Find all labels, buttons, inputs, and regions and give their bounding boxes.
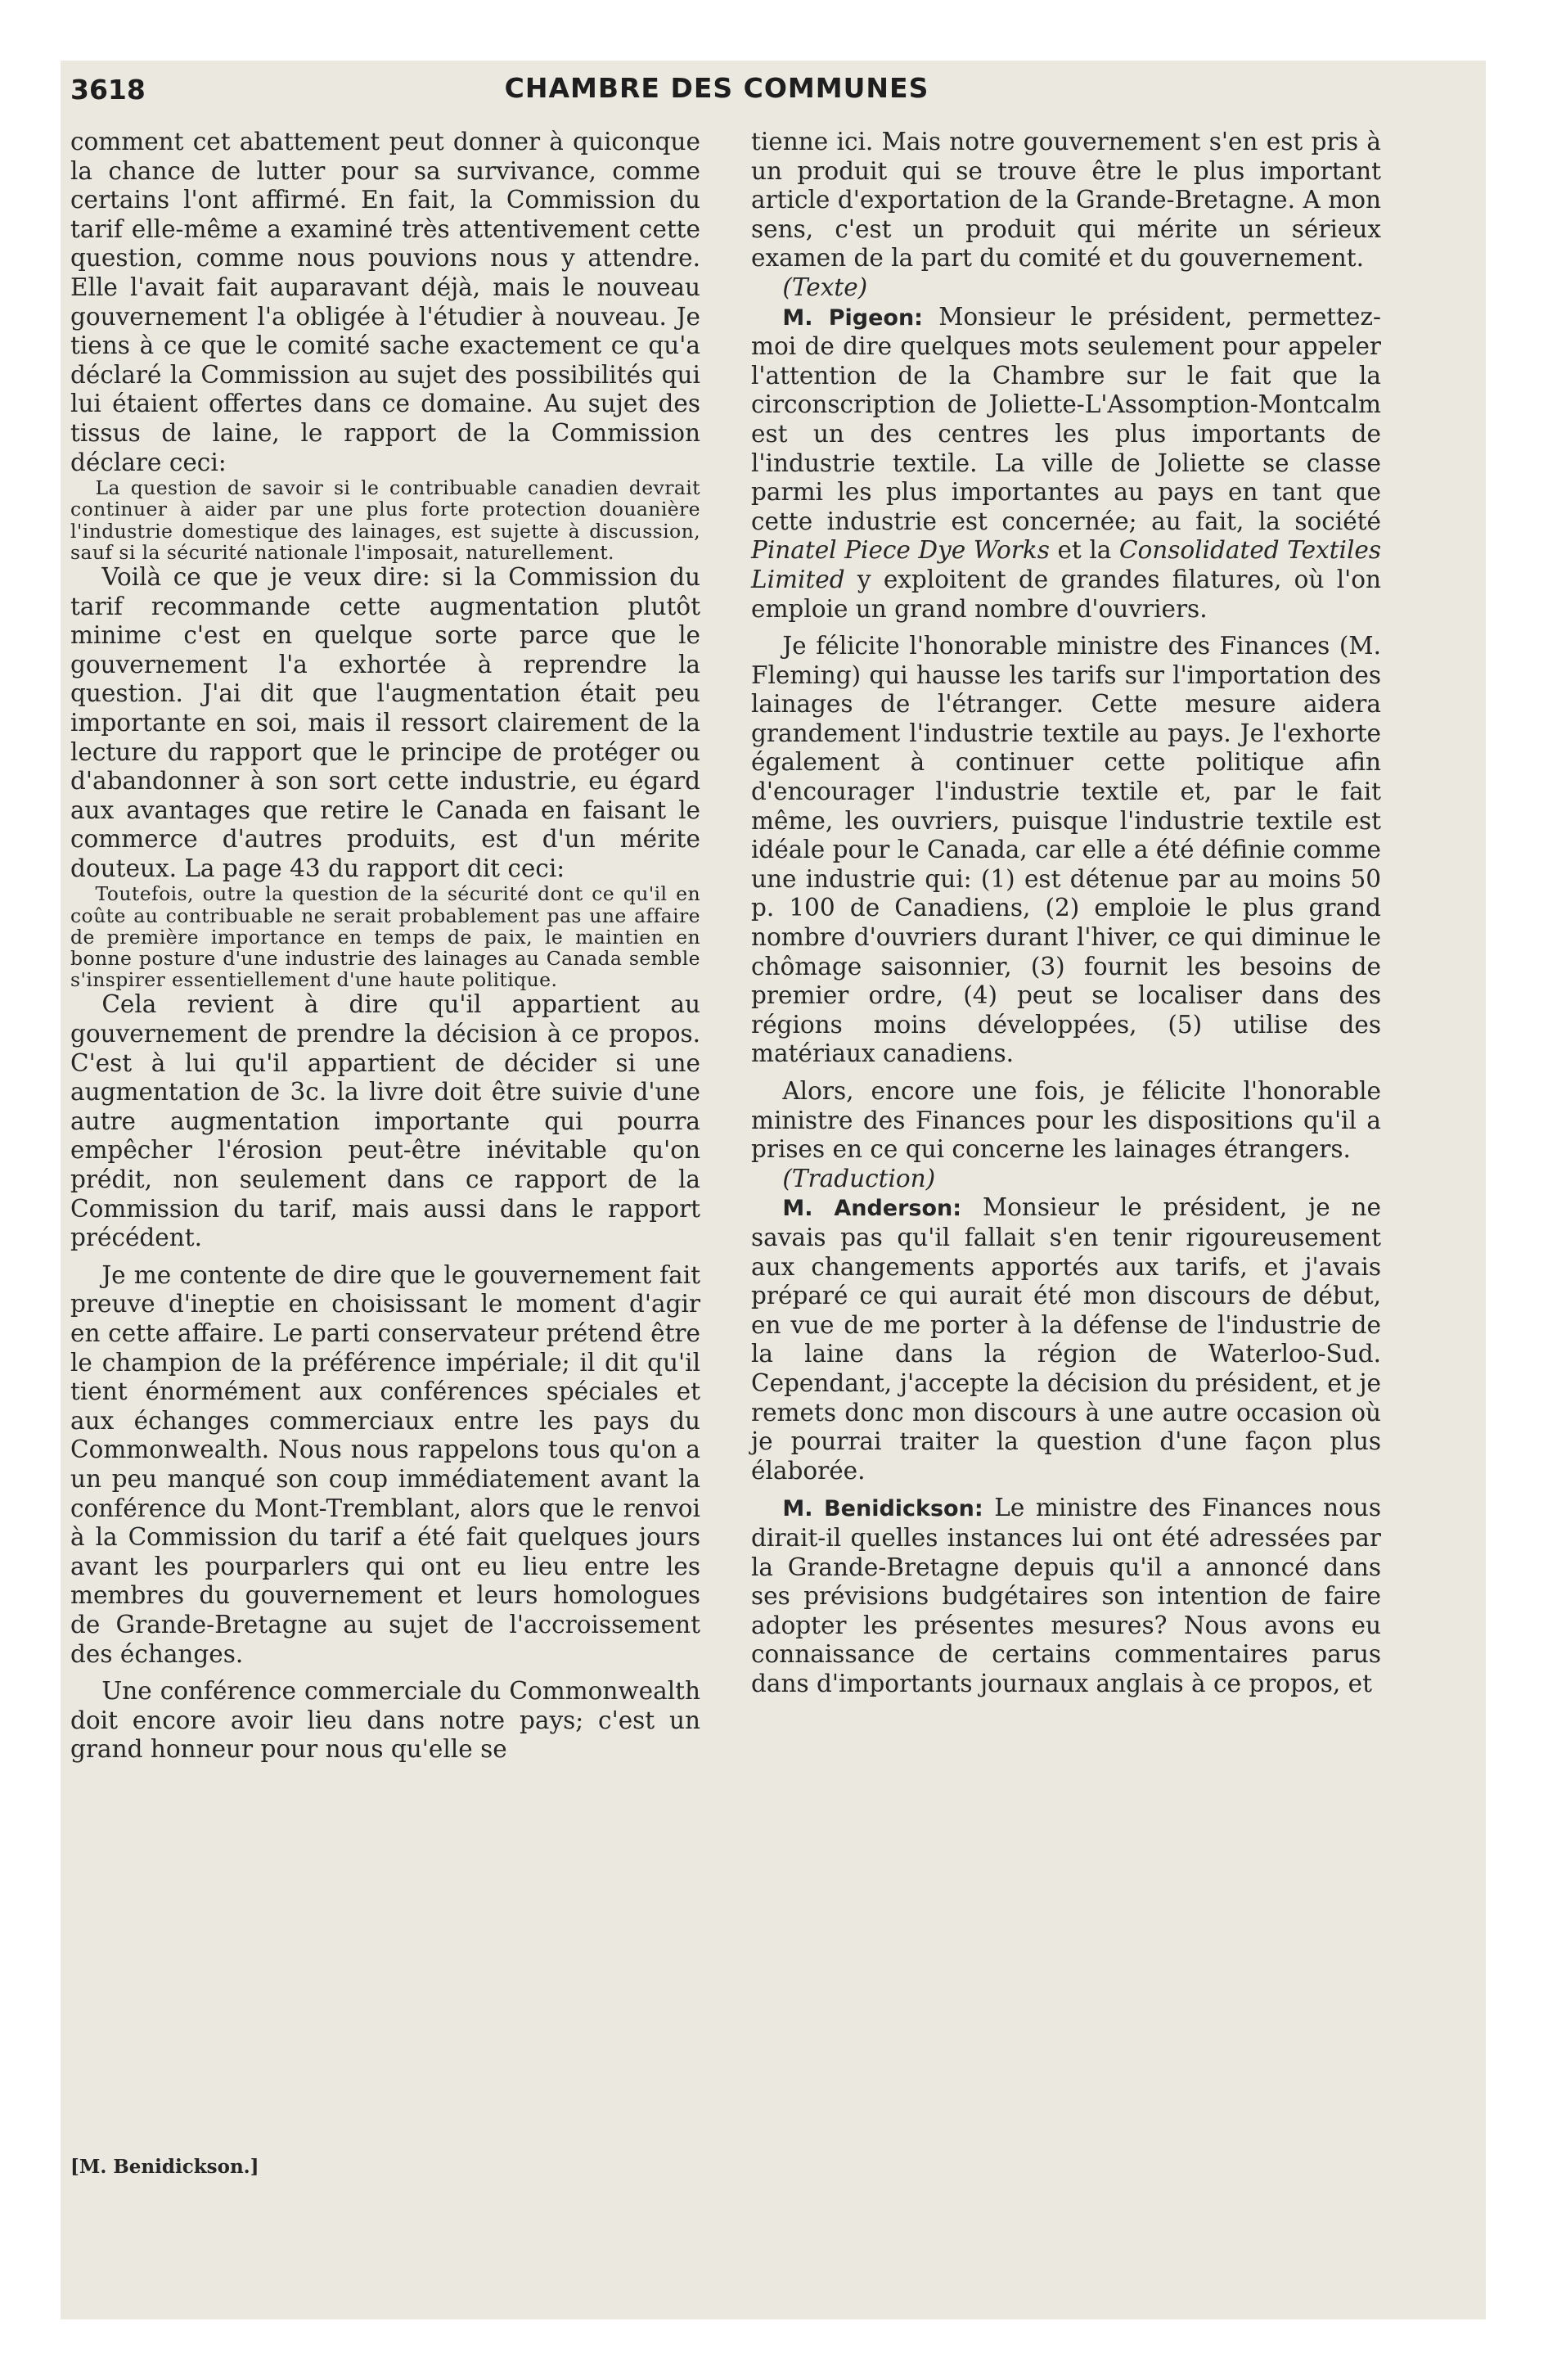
page-number: 3618 — [70, 74, 146, 106]
company-name: Consolidated Textiles Limited — [751, 536, 1381, 593]
paragraph: Je félicite l'honorable ministre des Finances (M. Fleming) qui hausse les tarifs sur l'importation des lainages de l'étranger. Cette mesure aidera grandement l'industrie textile au pays. Je l'exhorte également à continuer cette politique afin d'encourager l'industrie textile et, par le fait même, les ouvriers, puisque l'industrie textile est idéale pour le Canada, car elle a été définie comme une industrie qui: (1) est détenue par au moins 50 p. 100 de Canadiens, (2) emploie le plus grand nombre d'ouvriers durant l'hiver, ce qui diminue le chômage saisonnier, (3) fournit les besoins de premier ordre, (4) peut se localiser dans des régions moins développées, (5) utilise des matériaux canadiens. — [751, 632, 1381, 1068]
paragraph: Cela revient à dire qu'il appartient au gouvernement de prendre la décision à ce propos. C'est à lui qu'il appartient de décider si une augmentation de 3c. la livre doit être suivie d'une autre augmentation importante qui pourra empêcher l'érosion peut-être inévitable qu'on prédit, non seulement dans ce rapport de la Commission du tarif, mais aussi dans le rapport précédent. — [70, 990, 700, 1252]
quotation: La question de savoir si le contribuable canadien devrait continuer à aider par une plus forte protection douanière l'industrie domestique des lainages, est sujette à discussion, sauf si la sécurité nationale l'imposait, naturellement. — [70, 476, 700, 564]
speaker-name: M. Pigeon: — [782, 304, 923, 331]
paragraph: comment cet abattement peut donner à quiconque la chance de lutter pour sa survivance, comme certains l'ont affirmé. En fait, la Commission du tarif elle-même a examiné très attentivement cette question, comme nous pouvions nous y attendre. Elle l'avait fait auparavant déjà, mais le nouveau gouvernement l'a obligée à l'étudier à nouveau. Je tiens à ce que le comité sache exactement ce qu'a déclaré la Commission au sujet des possibilités qui lui étaient offertes dans ce domaine. Au sujet des tissus de laine, le rapport de la Commission déclare ceci: — [70, 128, 700, 476]
language-note: (Traduction) — [782, 1164, 936, 1192]
speaker-name: M. Benidickson: — [782, 1496, 983, 1522]
speech-benidickson — [751, 1494, 1381, 1698]
paragraph: Voilà ce que je veux dire: si la Commission du tarif recommande cette augmentation plutôt minime c'est en quelque sorte parce que le gouvernement l'a exhortée à reprendre la question. J'ai dit que l'augmentation était peu importante en soi, mais il ressort clairement de la lecture du rapport que le principe de protéger ou d'abandonner à son sort cette industrie, eu égard aux avantages que retire le Canada en faisant le commerce d'autres produits, est d'un mérite douteux. La page 43 du rapport dit ceci: — [70, 562, 700, 882]
speech-text: Monsieur le président, je ne savais pas qu'il fallait s'en tenir rigoureusement aux changements apportés aux tarifs, et j'avais préparé ce qui aurait été mon discours de début, en vue de me porter à la défense de l'industrie de la laine dans la région de Waterloo-Sud. Cependant, j'accepte la décision du président, et je remets donc mon discours à une autre occasion où je pourrai traiter la question d'une façon plus élaborée. — [751, 1193, 1381, 1485]
language-note: (Texte) — [782, 273, 868, 301]
left-column — [70, 128, 700, 1765]
page-header — [70, 65, 1363, 115]
paragraph: Une conférence commerciale du Commonwealth doit encore avoir lieu dans notre pays; c'est un grand honneur pour nous qu'elle se — [70, 1677, 700, 1764]
speaker-footer-tag: [M. Benidickson.] — [70, 2156, 259, 2178]
paragraph: Alors, encore une fois, je félicite l'honorable ministre des Finances pour les dispositions qu'il a prises en ce qui concerne les lainages étrangers. — [751, 1077, 1381, 1164]
speech-pigeon — [751, 303, 1381, 624]
paragraph: tienne ici. Mais notre gouvernement s'en est pris à un produit qui se trouve être le plus important article d'exportation de la Grande-Bretagne. A mon sens, c'est un produit qui mérite un sérieux examen de la part du comité et du gouvernement. — [751, 128, 1381, 273]
paragraph: Je me contente de dire que le gouvernement fait preuve d'ineptie en choisissant le moment d'agir en cette affaire. Le parti conservateur prétend être le champion de la préférence impériale; il dit qu'il tient énormément aux conférences spéciales et aux échanges commerciaux entre les pays du Commonwealth. Nous nous rappelons tous qu'on a un peu manqué son coup immédiatement avant la conférence du Mont-Tremblant, alors que le renvoi à la Commission du tarif a été fait quelques jours avant les pourparlers qui ont eu lieu entre les membres du gouvernement et leurs homologues de Grande-Bretagne au sujet de l'accroissement des échanges. — [70, 1260, 700, 1668]
quotation: Toutefois, outre la question de la sécurité dont ce qu'il en coûte au contribuable ne serait probablement pas une affaire de première importance en temps de paix, le maintien en bonne posture d'une industrie des lainages au Canada semble s'inspirer essentiellement d'une haute politique. — [70, 882, 700, 992]
speech-text: et la — [1049, 536, 1119, 565]
company-name: Pinatel Piece Dye Works — [751, 536, 1050, 565]
speech-anderson — [751, 1193, 1381, 1485]
speaker-name: M. Anderson: — [782, 1196, 962, 1222]
speech-text: y exploitent de grandes filatures, où l'on emploie un grand nombre d'ouvriers. — [751, 565, 1381, 623]
speech-text: Monsieur le président, permettez-moi de dire quelques mots seulement pour appeler l'attention de la Chambre sur le fait que la circonscription de Joliette-L'Assomption-Montcalm est un des centres les plus importants de l'industrie textile. La ville de Joliette se classe parmi les plus importantes au pays en tant que cette industrie est concernée; au fait, la société — [751, 302, 1381, 535]
speech-text: Le ministre des Finances nous dirait-il quelles instances lui ont été adressées par la Grande-Bretagne depuis qu'il a annoncé dans ses prévisions budgétaires son intention de faire adopter les présentes mesures? Nous avons eu connaissance de certains commentaires parus dans d'importants journaux anglais à ce propos, et — [751, 1494, 1381, 1697]
running-head-title: CHAMBRE DES COMMUNES — [504, 72, 929, 104]
right-column — [751, 128, 1381, 1698]
